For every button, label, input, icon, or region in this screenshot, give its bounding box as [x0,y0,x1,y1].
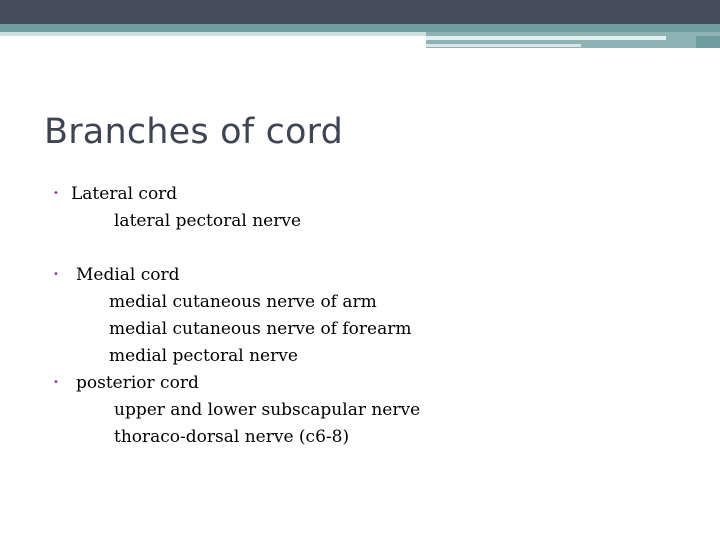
list-item: thoraco-dorsal nerve (c6-8) [114,427,350,447]
bullet-icon: • [53,269,59,280]
slide-title: Branches of cord [44,112,344,152]
bullet-icon: • [53,377,59,388]
section-heading-medial-cord: Medial cord [76,265,180,285]
list-item: medial cutaneous nerve of forearm [109,319,412,339]
list-item: lateral pectoral nerve [114,211,301,231]
list-item: medial pectoral nerve [109,346,298,366]
section-heading-posterior-cord: posterior cord [76,373,199,393]
list-item: upper and lower subscapular nerve [114,400,421,420]
section-heading-lateral-cord: Lateral cord [71,184,178,204]
header-accent-line-light [426,36,666,40]
header-accent-tab [696,36,720,48]
bullet-icon: • [53,188,59,199]
header-band-teal [0,24,720,32]
list-item: medial cutaneous nerve of arm [109,292,377,312]
header-accent-line [426,44,581,47]
header-band-dark [0,0,720,24]
